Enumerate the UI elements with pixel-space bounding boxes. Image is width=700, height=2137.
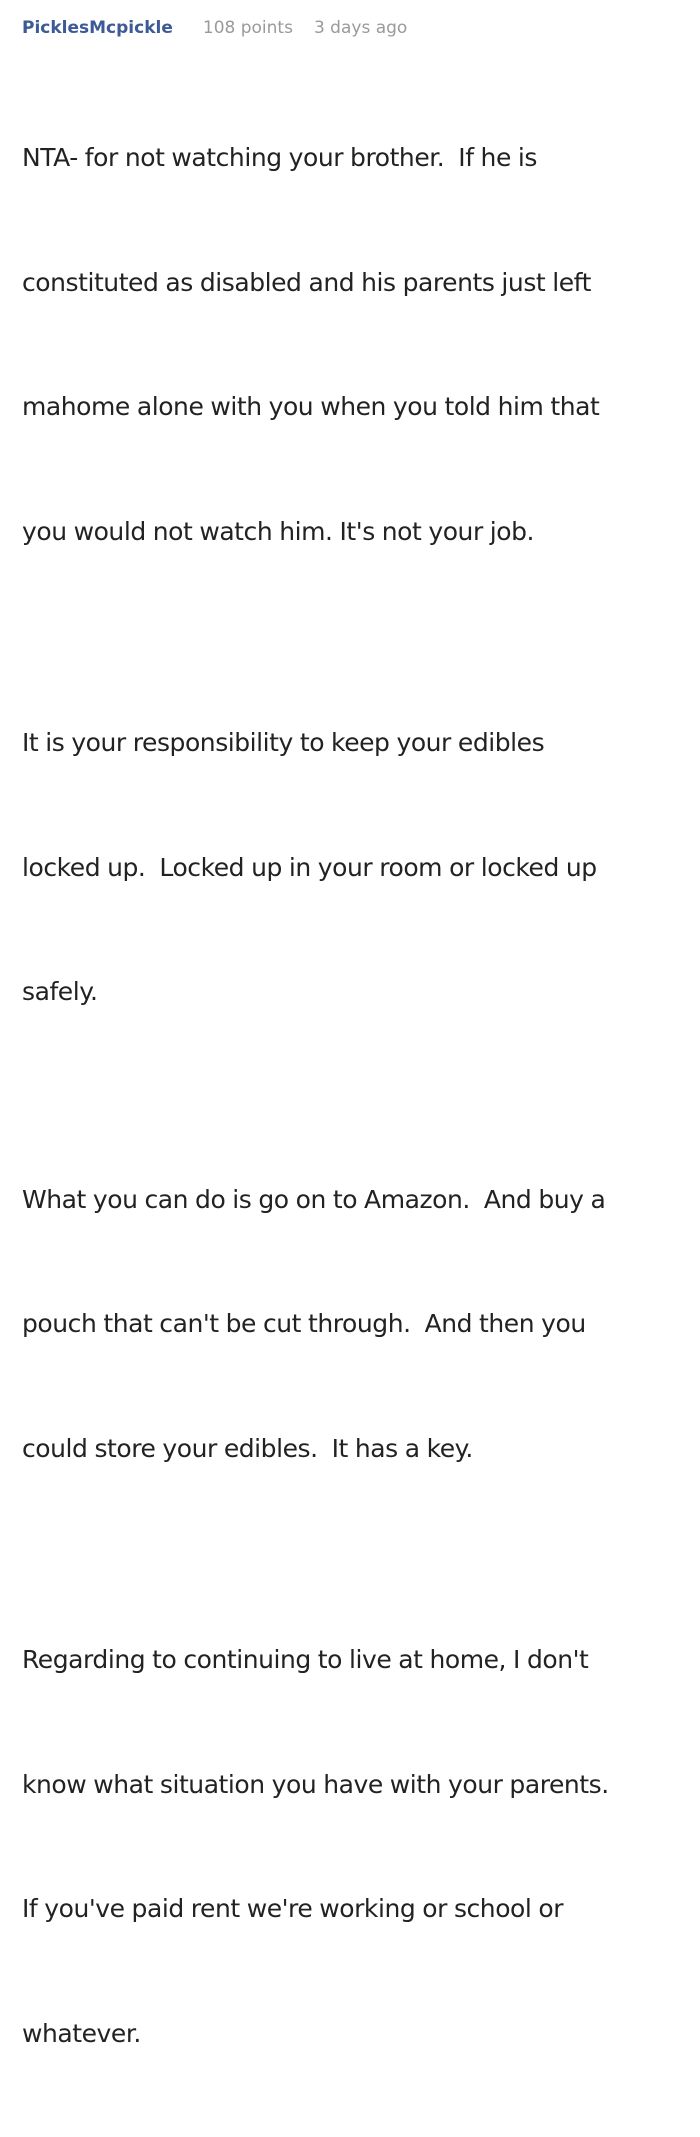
comment-body (22, 54, 682, 2137)
author-link[interactable]: PicklesMcpickle (22, 18, 173, 38)
comment-paragraph (22, 1096, 682, 1553)
comment-line: whatever. (22, 2018, 141, 2048)
comment-line: you would not watch him. It's not your job. (22, 516, 535, 546)
comment-line: It is your responsibility to keep your edibles (22, 728, 545, 757)
comment-line: What you can do is go on to Amazon. And buy a (22, 1184, 606, 1214)
comment-line: If you've paid rent we're working or school or (22, 1894, 564, 1923)
comment-line: Regarding to continuing to live at home, I don't (22, 1645, 589, 1674)
comment-meta (22, 18, 682, 44)
comment-line: know what situation you have with your parents. (22, 1769, 609, 1799)
comment-line: could store your edibles. It has a key. (22, 1433, 473, 1463)
comment-paragraph (22, 639, 682, 1096)
comment-line: mahome alone with you when you told him that (22, 392, 600, 421)
comment (22, 18, 682, 2137)
points-count: 108 points (202, 18, 293, 38)
timestamp: 3 days ago (313, 18, 408, 38)
comment-paragraph (22, 1556, 682, 2137)
comment-line: locked up. Locked up in your room or locked up (22, 852, 597, 882)
comment-line: safely. (22, 977, 98, 1006)
comment-line: pouch that can't be cut through. And then you (22, 1309, 586, 1338)
comment-paragraph (22, 54, 682, 635)
comment-line: NTA- for not watching your brother. If he is (22, 143, 537, 172)
comment-line: constituted as disabled and his parents just left (22, 267, 591, 297)
